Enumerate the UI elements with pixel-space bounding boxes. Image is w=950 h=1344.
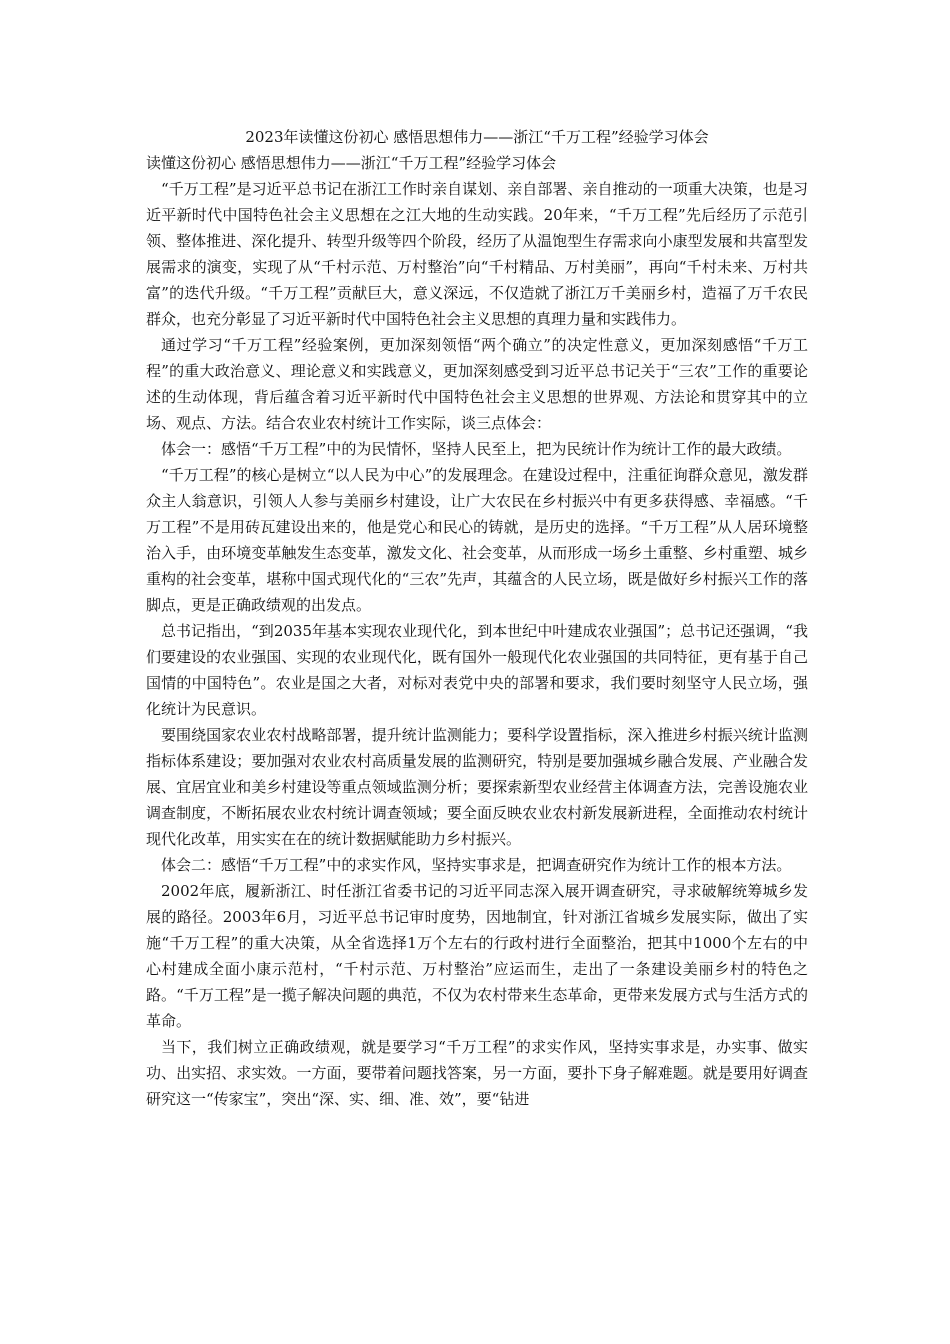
paragraph-statistics-monitoring: 要围绕国家农业农村战略部署，提升统计监测能力；要科学设置指标，深入推进乡村振兴统计监测指标体系建设；要加强对农业农村高质量发展的监测研究，特别是要加强城乡融合发展、产业融合发展、宜居宜业和美乡村建设等重点领域监测分析；要探索新型农业经营主体调查方法，完善设施农业调查制度，不断拓展农业农村统计调查领域；要全面反映农业农村新发展新进程，全面推动农村统计现代化改革，用实实在在的统计数据赋能助力乡村振兴。	[146, 726, 808, 848]
paragraph-study: 通过学习“千万工程”经验案例，更加深刻领悟“两个确立”的决定性意义，更加深刻感悟“千万工程”的重大政治意义、理论意义和实践意义，更加深刻感受到习近平总书记关于“三农”工作的重要论述的生动体现，背后蕴含着习近平新时代中国特色社会主义思想的世界观、方法论和贯穿其中的立场、观点、方法。结合农业农村统计工作实际，谈三点体会：	[146, 336, 808, 432]
paragraph-people-centered: “千万工程”的核心是树立“以人民为中心”的发展理念。在建设过程中，注重征询群众意见，激发群众主人翁意识，引领人人参与美丽乡村建设，让广大农民在乡村振兴中有更多获得感、幸福感。“千万工程”不是用砖瓦建设出来的，他是党心和民心的铸就，是历史的选择。“千万工程”从人居环境整治入手，由环境变革触发生态变革，激发文化、社会变革，从而形成一场乡土重整、乡村重塑、城乡重构的社会变革，堪称中国式现代化的“三农”先声，其蕴含的人民立场，既是做好乡村振兴工作的落脚点，更是正确政绩观的出发点。	[146, 466, 808, 614]
document-subtitle: 读懂这份初心 感悟思想伟力——浙江“千万工程”经验学习体会	[146, 154, 557, 172]
document-title: 2023年读懂这份初心 感悟思想伟力——浙江“千万工程”经验学习体会	[245, 128, 709, 146]
paragraph-insight-one-heading: 体会一：感悟“千万工程”中的为民情怀，坚持人民至上，把为民统计作为统计工作的最大政绩。	[161, 440, 792, 458]
paragraph-insight-two-heading: 体会二：感悟“千万工程”中的求实作风，坚持实事求是，把调查研究作为统计工作的根本方法。	[161, 856, 792, 874]
document-page	[146, 124, 808, 1112]
paragraph-intro: “千万工程”是习近平总书记在浙江工作时亲自谋划、亲自部署、亲自推动的一项重大决策，也是习近平新时代中国特色社会主义思想在之江大地的生动实践。20年来，“千万工程”先后经历了示范引领、整体推进、深化提升、转型升级等四个阶段，经历了从温饱型生存需求向小康型发展和共富型发展需求的演变，实现了从“千村示范、万村整治”向“千村精品、万村美丽”，再向“千村未来、万村共富”的迭代升级。“千万工程”贡献巨大，意义深远，不仅造就了浙江万千美丽乡村，造福了万千农民群众，也充分彰显了习近平新时代中国特色社会主义思想的真理力量和实践伟力。	[146, 180, 808, 328]
paragraph-agriculture-modernization: 总书记指出，“到2035年基本实现农业现代化，到本世纪中叶建成农业强国”；总书记还强调，“我们要建设的农业强国、实现的农业现代化，既有国外一般现代化农业强国的共同特征，更有基于自己国情的中国特色”。农业是国之大者，对标对表党中央的部署和要求，我们要时刻坚守人民立场，强化统计为民意识。	[146, 622, 808, 718]
paragraph-current-practice: 当下，我们树立正确政绩观，就是要学习“千万工程”的求实作风，坚持实事求是，办实事、做实功、出实招、求实效。一方面，要带着问题找答案，另一方面，要扑下身子解难题。就是要用好调查研究这一“传家宝”，突出“深、实、细、准、效”，要“钻进	[146, 1038, 808, 1108]
paragraph-history-2002: 2002年底，履新浙江、时任浙江省委书记的习近平同志深入展开调查研究，寻求破解统筹城乡发展的路径。2003年6月，习近平总书记审时度势，因地制宜，针对浙江省城乡发展实际，做出了实施“千万工程”的重大决策，从全省选择1万个左右的行政村进行全面整治，把其中1000个左右的中心村建成全面小康示范村，“千村示范、万村整治”应运而生，走出了一条建设美丽乡村的特色之路。“千万工程”是一揽子解决问题的典范，不仅为农村带来生态革命，更带来发展方式与生活方式的革命。	[146, 882, 808, 1030]
